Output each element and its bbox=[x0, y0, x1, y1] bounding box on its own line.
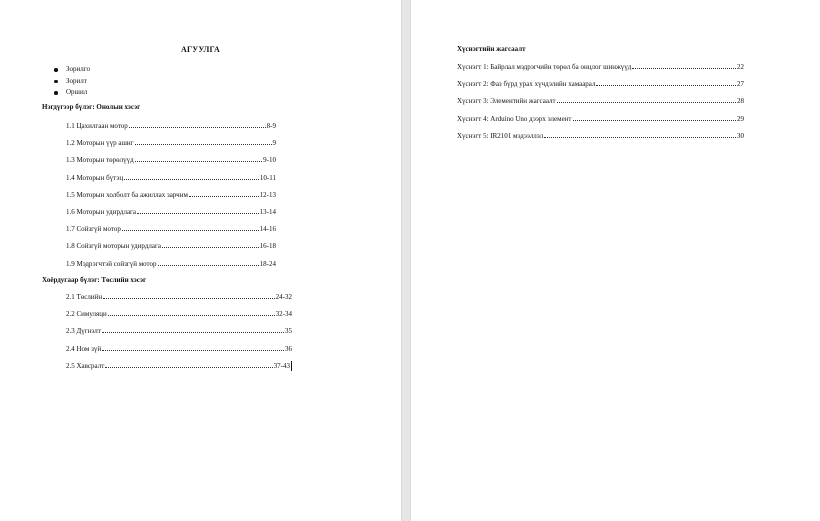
table-entry-page: 22 bbox=[737, 63, 744, 71]
toc-entry[interactable] bbox=[66, 309, 292, 326]
section2-heading: Хоёрдугаар бүлэг: Төслийн хэсэг bbox=[42, 276, 147, 284]
toc-entry[interactable] bbox=[66, 121, 276, 138]
dot-leader bbox=[557, 96, 736, 103]
toc-entry[interactable] bbox=[66, 190, 276, 207]
section2-toc-list bbox=[66, 292, 292, 378]
table-list-entry[interactable] bbox=[457, 114, 744, 131]
dot-leader bbox=[103, 292, 275, 299]
table-list-heading: Хүснэгтийн жагсаалт bbox=[457, 45, 526, 53]
table-entry-label: Хүснэгт 3: Элементийн жагсаалт bbox=[457, 97, 556, 106]
toc-entry[interactable] bbox=[66, 292, 292, 309]
toc-entry[interactable] bbox=[66, 361, 292, 378]
toc-entry-page: 9 bbox=[272, 139, 276, 148]
document-page-left[interactable] bbox=[0, 0, 401, 521]
toc-entry-page: 12-13 bbox=[259, 190, 276, 199]
toc-entry-page: 18-24 bbox=[259, 259, 276, 268]
toc-entry-label: 1.8 Сойзгүй моторын удирдлага bbox=[66, 242, 161, 251]
table-entry-label: Хүснэгт 2: Фаз бүрд урах хүчдэлийн хамаарал bbox=[457, 80, 596, 89]
toc-title: АГУУЛГА bbox=[181, 45, 220, 54]
toc-entry-label: 1.4 Моторын бүтэц bbox=[66, 173, 124, 182]
toc-entry-label: 2.3 Дүгнэлт bbox=[66, 327, 101, 336]
toc-entry-label: 2.4 Ном зүй bbox=[66, 344, 102, 353]
toc-entry-page: 9-10 bbox=[263, 156, 276, 165]
dot-leader bbox=[189, 190, 259, 197]
bullet-item-goal: Зорилго bbox=[54, 64, 90, 76]
table-list-entry[interactable] bbox=[457, 79, 744, 96]
toc-entry-page: 24-32 bbox=[275, 293, 292, 301]
toc-entry[interactable] bbox=[66, 155, 276, 172]
bullet-item-objective: Зорилт bbox=[54, 76, 90, 88]
toc-entry[interactable] bbox=[66, 259, 276, 276]
toc-entry-page: 35 bbox=[285, 327, 292, 336]
toc-entry[interactable] bbox=[66, 241, 276, 258]
table-entry-label: Хүснэгт 5: IR2101 мэдээллэл bbox=[457, 131, 544, 140]
document-page-right[interactable] bbox=[411, 0, 820, 521]
dot-leader bbox=[124, 173, 259, 180]
toc-entry-label: 2.5 Хавсралт bbox=[66, 361, 105, 370]
toc-entry[interactable] bbox=[66, 344, 292, 361]
toc-entry-page: 36 bbox=[285, 344, 292, 353]
toc-entry-page: 37-43 bbox=[273, 361, 290, 370]
table-entry-label: Хүснэгт 4: Arduino Uno дээрх элемент bbox=[457, 114, 572, 123]
dot-leader bbox=[596, 79, 736, 86]
toc-entry[interactable] bbox=[66, 224, 276, 241]
table-entry-page: 29 bbox=[737, 114, 744, 123]
toc-entry-label: 1.5 Моторын холболт ба ажиллах зарчим bbox=[66, 190, 188, 199]
toc-entry-label: 1.1 Цахилгаан мотор bbox=[66, 122, 128, 130]
toc-entry-page: 14-16 bbox=[259, 225, 276, 234]
table-entry-page: 30 bbox=[737, 131, 744, 140]
intro-bullet-list bbox=[54, 64, 90, 99]
toc-entry-label: 2.2 Симуляци bbox=[66, 310, 107, 319]
toc-entry[interactable] bbox=[66, 326, 292, 343]
dot-leader bbox=[105, 361, 272, 368]
dot-leader bbox=[102, 326, 284, 333]
dot-leader bbox=[162, 241, 259, 248]
dot-leader bbox=[129, 121, 266, 128]
toc-entry-label: 1.7 Сойзгүй мотор bbox=[66, 225, 121, 234]
toc-entry-label: 1.6 Моторын удирдлага bbox=[66, 207, 137, 216]
dot-leader bbox=[135, 138, 272, 145]
toc-entry-page: 10-11 bbox=[259, 173, 276, 182]
dot-leader bbox=[158, 259, 259, 266]
dot-leader bbox=[108, 309, 275, 316]
toc-entry-label: 2.1 Төслийн bbox=[66, 293, 103, 301]
toc-entry[interactable] bbox=[66, 207, 276, 224]
table-list bbox=[457, 62, 744, 148]
toc-entry[interactable] bbox=[66, 173, 276, 190]
dot-leader bbox=[102, 344, 284, 351]
toc-entry-page: 13-14 bbox=[259, 207, 276, 216]
section1-toc-list bbox=[66, 121, 276, 276]
table-entry-label: Хүснэгт 1: Байрлал мэдрэгчийн төрөл ба онцлог шинжүүд bbox=[457, 63, 632, 71]
table-entry-page: 27 bbox=[737, 80, 744, 89]
table-list-entry[interactable] bbox=[457, 131, 744, 148]
bullet-item-introduction: Оршил bbox=[54, 87, 90, 99]
text-cursor bbox=[291, 361, 292, 371]
table-entry-page: 28 bbox=[737, 97, 744, 106]
toc-entry-page: 8-9 bbox=[266, 122, 276, 130]
dot-leader bbox=[122, 224, 259, 231]
dot-leader bbox=[544, 131, 736, 138]
toc-entry[interactable] bbox=[66, 138, 276, 155]
dot-leader bbox=[573, 114, 737, 121]
toc-entry-page: 32-34 bbox=[275, 310, 292, 319]
dot-leader bbox=[135, 155, 262, 162]
dot-leader bbox=[632, 62, 736, 69]
table-list-entry[interactable] bbox=[457, 62, 744, 79]
table-list-entry[interactable] bbox=[457, 96, 744, 113]
dot-leader bbox=[137, 207, 259, 214]
toc-entry-label: 1.9 Мэдрэгчтэй сойзгүй мотор bbox=[66, 259, 157, 268]
toc-entry-label: 1.2 Моторын үүр ашиг bbox=[66, 139, 134, 148]
toc-entry-label: 1.3 Моторын төрөлүүд bbox=[66, 156, 134, 165]
toc-entry-page: 16-18 bbox=[259, 242, 276, 251]
section1-heading: Нэгдүгээр бүлэг: Онолын хэсэг bbox=[42, 103, 141, 111]
